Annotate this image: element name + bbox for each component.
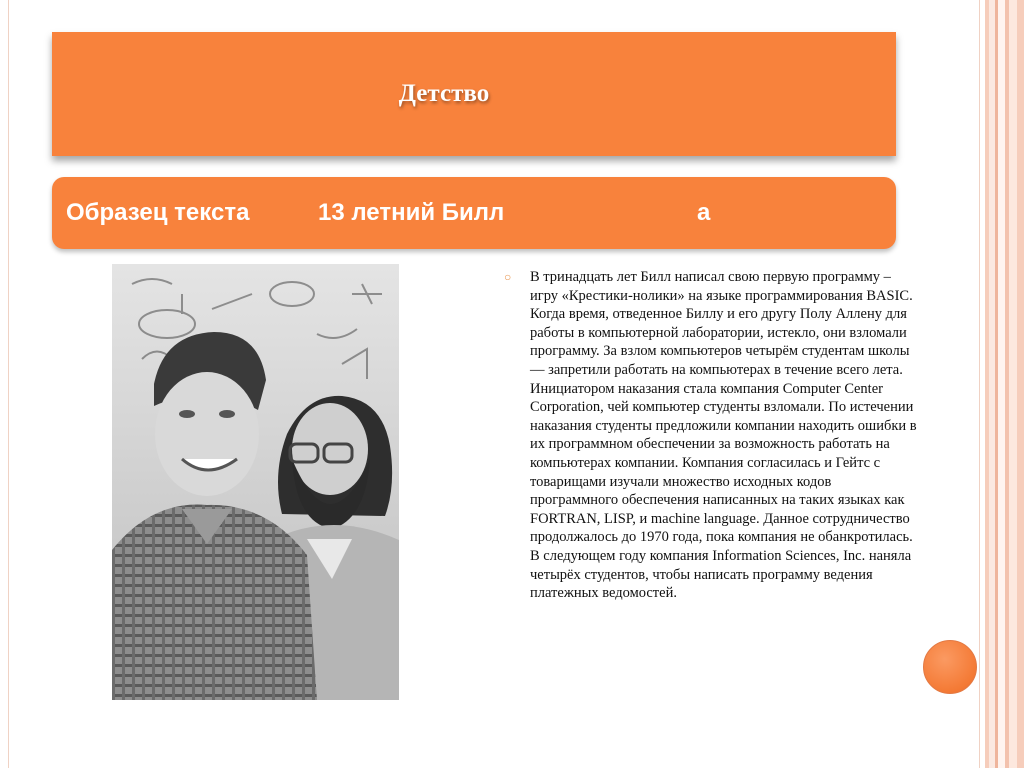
slide-title: Детство (398, 80, 490, 107)
subtitle-bar (52, 177, 896, 249)
subtitle-text-part-1: Образец текста (66, 199, 250, 226)
subtitle-text-part-3: а (697, 199, 711, 226)
content-text-block (504, 268, 920, 603)
portrait-photo-icon (112, 264, 399, 700)
decorative-side-stripes (981, 0, 1024, 768)
circle-bullet-icon: ○ (504, 270, 512, 284)
bullet-paragraph: В тринадцать лет Билл написал свою первую программу – игру «Крестики-нолики» на языке программирования BASIC. Когда время, отведенное Биллу и его другу Полу Аллену для работы в компьютерной лаборатории, истекло, они взломали программу. За взлом компьютеров четырём студентам школы — запретили работать на компьютерах в течение всего лета. Инициатором наказания стала компания Computer Center Corporation, чей компьютер студенты взломали. По истечении наказания студенты предложили компании находить ошибки в их программном обеспечении за возможность работать на компьютерах компании. Компания согласилась и Гейтс с товарищами изучали множество исходных кодов программного обеспечения написанных на таких языках как FORTRAN, LISP, и machine language. Данное сотрудничество продолжалось до 1970 года, пока компания не обанкротилась. В следующем году компания Information Sciences, Inc. наняла четырёх студентов, чтобы написать программу ведения платежных ведомостей. (530, 269, 917, 602)
title-band (52, 32, 896, 156)
subtitle-text-part-2: 13 летний Билл (318, 199, 505, 226)
decorative-orange-circle (923, 640, 977, 694)
portrait-photo (112, 264, 399, 700)
